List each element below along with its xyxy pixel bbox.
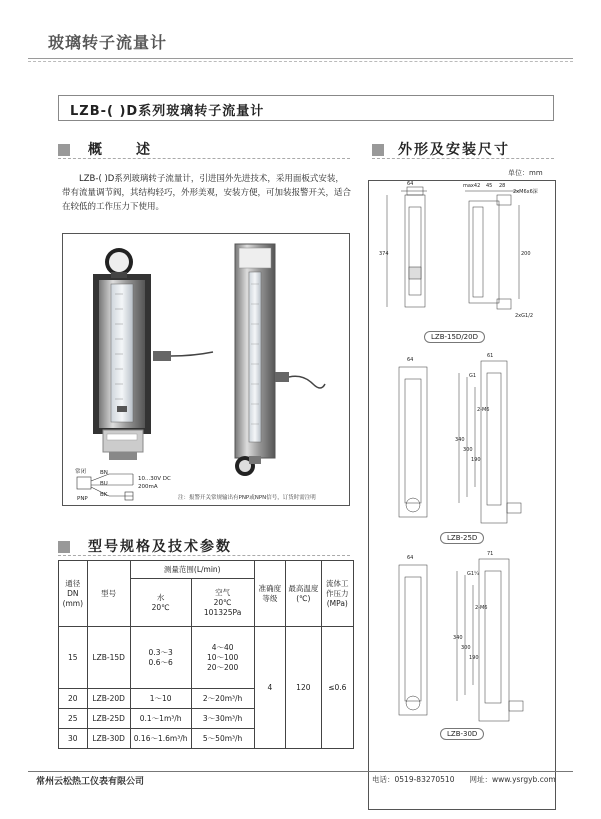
- dim25-h2: 300: [463, 447, 473, 453]
- cell-air: 5～50m³/h: [191, 729, 254, 749]
- unit-label: 单位：mm: [508, 169, 543, 177]
- dim15-w3: 28: [499, 183, 506, 189]
- cell-water: 0.3～3 0.6～6: [130, 627, 191, 689]
- th-air-sub1: 20℃: [213, 597, 232, 607]
- wiring-label-top: 常闭: [75, 469, 87, 475]
- dim30-m: 2-M6: [475, 605, 488, 611]
- cell-accuracy: 4: [254, 627, 285, 749]
- th-air-label: 空气: [215, 587, 231, 597]
- spec-divider: [58, 555, 350, 556]
- dim25-w2: 61: [487, 353, 494, 359]
- flowmeter-photo-right: [235, 244, 325, 476]
- dimensions-divider: [372, 158, 554, 159]
- wiring-note: 注：报警开关常规输出有PNP或NPN信号，订货时需注明: [178, 495, 316, 501]
- overview-divider: [58, 158, 350, 159]
- cell-dn: 15: [59, 627, 88, 689]
- cell-model: LZB-25D: [87, 709, 130, 729]
- product-photo-panel: [62, 233, 350, 506]
- overview-title: 概 述: [88, 142, 152, 158]
- cell-model: LZB-30D: [87, 729, 130, 749]
- cell-water: 1～10: [130, 689, 191, 709]
- th-accuracy: 准确度等级: [254, 561, 285, 627]
- footer-contact: 电话：0519-83270510 网址：www.ysrgyb.com: [372, 775, 556, 784]
- flowmeter-photo-left: [93, 248, 213, 460]
- th-water-sub: 20℃: [151, 602, 170, 612]
- dim25-h1: 340: [455, 437, 465, 443]
- dim15-h2: 200: [521, 251, 531, 257]
- table-row: [59, 627, 354, 689]
- dim30-g: G1¼: [467, 571, 479, 577]
- cell-air: 4～40 10～100 20～200: [191, 627, 254, 689]
- dimension-drawings: [369, 181, 555, 809]
- wiring-pnp: PNP: [77, 496, 88, 502]
- th-model: 型号: [87, 561, 130, 627]
- drawing-15d: [387, 187, 519, 309]
- cell-model: LZB-20D: [87, 689, 130, 709]
- header-divider: [28, 58, 573, 59]
- header-title: 玻璃转子流量计: [48, 33, 168, 52]
- dim30-h1: 340: [453, 635, 463, 641]
- th-dn: 通径 DN (mm): [59, 561, 88, 627]
- spec-bullet: [58, 541, 70, 553]
- wiring-current: 200mA: [138, 484, 158, 490]
- dimensions-bullet: [372, 144, 384, 156]
- footer-divider: [28, 771, 573, 772]
- wiring-voltage: 10...30V DC: [138, 476, 171, 482]
- cell-air: 2～20m³/h: [191, 689, 254, 709]
- cell-model: LZB-15D: [87, 627, 130, 689]
- th-water: [130, 579, 191, 627]
- th-air-sub2: 101325Pa: [203, 607, 242, 617]
- dim15-thread: 2xM6x6深: [513, 189, 538, 195]
- dimension-drawings-panel: [368, 180, 556, 810]
- dim15-pipe: 2xG1/2: [515, 313, 534, 319]
- dim15-w2: 45: [486, 183, 493, 189]
- th-pressure: 流体工作压力(MPa): [321, 561, 353, 627]
- dim30-h2: 300: [461, 645, 471, 651]
- dim15-h1: 374: [379, 251, 389, 257]
- spec-title: 型号规格及技术参数: [88, 539, 232, 555]
- caption-25d: LZB-25D: [440, 532, 484, 544]
- dim25-m: 2-M6: [477, 407, 490, 413]
- cell-dn: 20: [59, 689, 88, 709]
- overview-text: LZB-( )D系列玻璃转子流量计，引进国外先进技术，采用面板式安装，带有流量调节阀，其结构轻巧，外形美观，安装方便，可加装报警开关，适合在较低的工作压力下使用。: [62, 174, 352, 212]
- dim25-g: G1: [469, 373, 477, 379]
- header-divider-dashed: [28, 61, 573, 62]
- dim30-w1: 64: [407, 555, 414, 561]
- cell-temp: 120: [286, 627, 322, 749]
- spec-table: [58, 560, 354, 749]
- cell-air: 3～30m³/h: [191, 709, 254, 729]
- dim25-h3: 190: [471, 457, 481, 463]
- dim25-w1: 64: [407, 357, 414, 363]
- cell-water: 0.16～1.6m³/h: [130, 729, 191, 749]
- dim30-w2: 71: [487, 551, 494, 557]
- th-water-label: 水: [156, 592, 165, 602]
- flowmeter-illustration: [63, 234, 349, 505]
- dim30-h3: 190: [469, 655, 479, 661]
- caption-30d: LZB-30D: [440, 728, 484, 740]
- overview-bullet: [58, 144, 70, 156]
- th-range: 测量范围(L/min): [130, 561, 254, 579]
- cell-water: 0.1～1m³/h: [130, 709, 191, 729]
- dim15-w1: 64: [407, 181, 414, 187]
- th-air: [191, 579, 254, 627]
- dim15-max: max42: [463, 183, 481, 189]
- wiring-bu: BU: [100, 481, 108, 487]
- footer-company: 常州云松热工仪表有限公司: [36, 777, 145, 787]
- th-temp: 最高温度(℃): [286, 561, 322, 627]
- dimensions-title: 外形及安装尺寸: [398, 142, 510, 158]
- cell-dn: 25: [59, 709, 88, 729]
- cell-dn: 30: [59, 729, 88, 749]
- caption-15d: LZB-15D/20D: [424, 331, 485, 343]
- wiring-bk: BK: [100, 492, 108, 498]
- cell-pressure: ≤0.6: [321, 627, 353, 749]
- product-title: LZB-( )D系列玻璃转子流量计: [70, 104, 265, 119]
- wiring-bn: BN: [100, 470, 108, 476]
